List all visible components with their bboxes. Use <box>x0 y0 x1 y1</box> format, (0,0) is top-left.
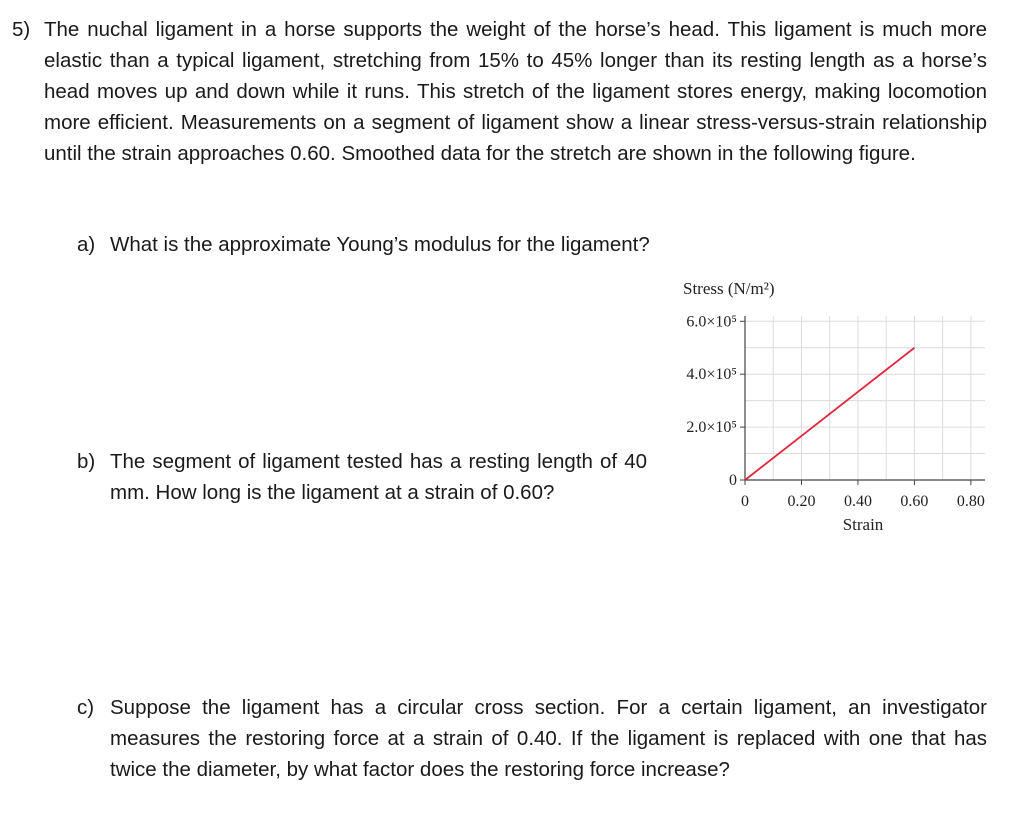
x-tick-label: 0 <box>741 493 749 510</box>
problem-number: 5) <box>12 18 31 41</box>
part-c-question: Suppose the ligament has a circular cross section. For a certain ligament, an investigator measures the restoring force at a strain of 0.40. If the ligament is replaced with one that has twice the diameter, by what factor does the restoring force increase? <box>110 696 987 781</box>
problem-5 <box>12 14 987 169</box>
y-tick-label: 0 <box>729 472 737 489</box>
part-b-question: The segment of ligament tested has a resting length of 40 mm. How long is the ligament at a strain of 0.60? <box>110 450 647 504</box>
x-tick-label: 0.20 <box>787 493 816 510</box>
part-c <box>77 692 987 785</box>
y-axis-label: Stress (N/m²) <box>683 279 775 298</box>
y-tick-label: 4.0×10⁵ <box>686 366 737 384</box>
part-a-letter: a) <box>77 233 96 256</box>
x-tick-label: 0.80 <box>956 493 985 510</box>
part-c-letter: c) <box>77 696 95 719</box>
y-tick-label: 6.0×10⁵ <box>686 313 737 331</box>
chart-grid <box>745 316 985 480</box>
part-a <box>77 229 777 260</box>
problem-statement: The nuchal ligament in a horse supports the weight of the horse’s head. This ligament is much more elastic than a typical ligament, stretching from 15% to 45% longer than its resting length as a horse’s head moves up and down while it runs. This stretch of the ligament stores energy, making locomotion more efficient. Measurements on a segment of ligament show a linear stress-versus-strain relationship until the strain approaches 0.60. Smoothed data for the stretch are shown in the following figure. <box>44 18 987 165</box>
x-tick-label: 0.40 <box>843 493 872 510</box>
part-b-letter: b) <box>77 450 96 473</box>
part-a-question: What is the approximate Young’s modulus for the ligament? <box>110 233 650 256</box>
y-tick-label: 2.0×10⁵ <box>686 419 737 437</box>
part-b <box>77 446 647 508</box>
stress-strain-chart <box>650 270 995 545</box>
x-tick-label: 0.60 <box>900 493 929 510</box>
x-axis-label: Strain <box>842 515 884 534</box>
chart-svg <box>650 270 995 545</box>
chart-axes <box>745 316 985 480</box>
